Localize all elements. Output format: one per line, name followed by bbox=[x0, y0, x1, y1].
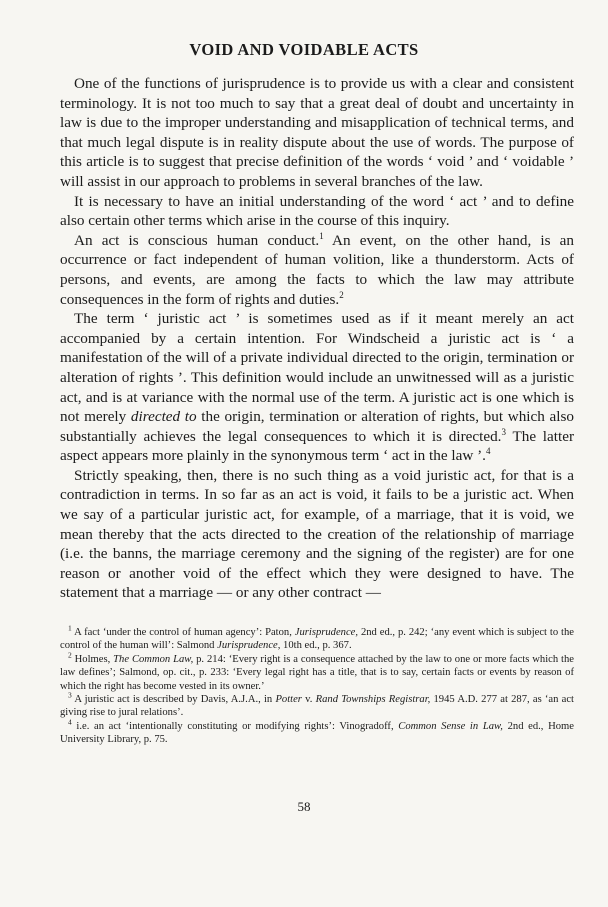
paragraph-5: Strictly speaking, then, there is no such thing as a void juristic act, for that is a contradiction in terms. In so far as an act is void, it fails to be a juristic act. When we say of a particular juristic act, for example, of a marriage, that it is void, we mean thereby that the acts directed to the creation of the relationship of marriage (i.e. the banns, the marriage ceremony and the signing of the register) are for one reason or another void of the effect which they were designed to have. The statement that a marriage — or any other contract — bbox=[60, 466, 574, 602]
footnote-ref-3: 3 bbox=[501, 426, 506, 437]
footnote-3: $^3$ A juristic act is described by Davis, A.J.A., in Potter v. Rand Townships Registrar, 1945 A.D. 277 at 287, as ‘an act giving rise to jural relations’. bbox=[60, 690, 574, 719]
footnote-ref-2: 2 bbox=[339, 289, 344, 300]
page-number: 58 bbox=[297, 799, 311, 814]
body-text bbox=[60, 74, 574, 603]
paragraph-4: The term ‘ juristic act ’ is sometimes used as if it meant merely an act accompanied by a certain intention. For Windscheid a juristic act is ‘ a manifestation of the will of a private individual directed to the origin, termination or alteration of rights ’. This definition would include an unwitnessed will as a juristic act, and is at variance with the normal use of the term. A juristic act is one which is not merely directed to the origin, termination or alteration of rights, but which also substantially achieves the legal consequences to which it is directed.$^3$ The latter aspect appears more plainly in the synonymous term ‘ act in the law ’.$^4$ bbox=[60, 310, 574, 465]
footnote-ref-4: 4 bbox=[485, 446, 491, 457]
footnote-4: $^4$ i.e. an act ‘intentionally constituting or modifying rights’: Vinogradoff, Common Sense in Law, 2nd ed., Home University Library, p. 75. bbox=[60, 717, 574, 746]
footnotes bbox=[60, 623, 575, 747]
paragraph-2: It is necessary to have an initial understanding of the word ‘ act ’ and to define also certain other terms which arise in the course of this inquiry. bbox=[60, 192, 574, 230]
paragraph-3: An act is conscious human conduct.$^1$ An event, on the other hand, is an occurrence or fact independent of human volition, like a thunderstorm. Acts of persons, and events, are among the facts to which the law may attribute consequences in the form of rights and duties.$^2$ bbox=[60, 230, 575, 308]
paragraph-1: One of the functions of jurisprudence is to provide us with a clear and consistent terminology. It is not too much to say that a great deal of doubt and uncertainty in law is due to the improper understanding and misapplication of technical terms, and that much legal dispute is in reality dispute about the use of words. The purpose of this article is to suggest that precise definition of the words ‘ void ’ and ‘ voidable ’ will assist in our approach to problems in several branches of the law. bbox=[60, 75, 574, 190]
footnote-ref-1: 1 bbox=[319, 230, 324, 241]
page-title: VOID AND VOIDABLE ACTS bbox=[189, 40, 419, 59]
footnote-1: $^1$ A fact ‘under the control of human agency’: Paton, Jurisprudence, 2nd ed., p. 242; ‘any event which is subject to the control of the human will’: Salmond Jurisprudence, 10th ed., p. 367. bbox=[60, 623, 575, 652]
footnote-2: $^2$ Holmes, The Common Law, p. 214: ‘Every right is a consequence attached by the law to one or more facts which the law defines’; Salmond, op. cit., p. 233: ‘Every legal right has a title, that is to say, certain facts or events by reason of which the right has become vested in its owner.’ bbox=[60, 650, 575, 692]
emphasis-directed-to: directed to bbox=[130, 408, 197, 426]
